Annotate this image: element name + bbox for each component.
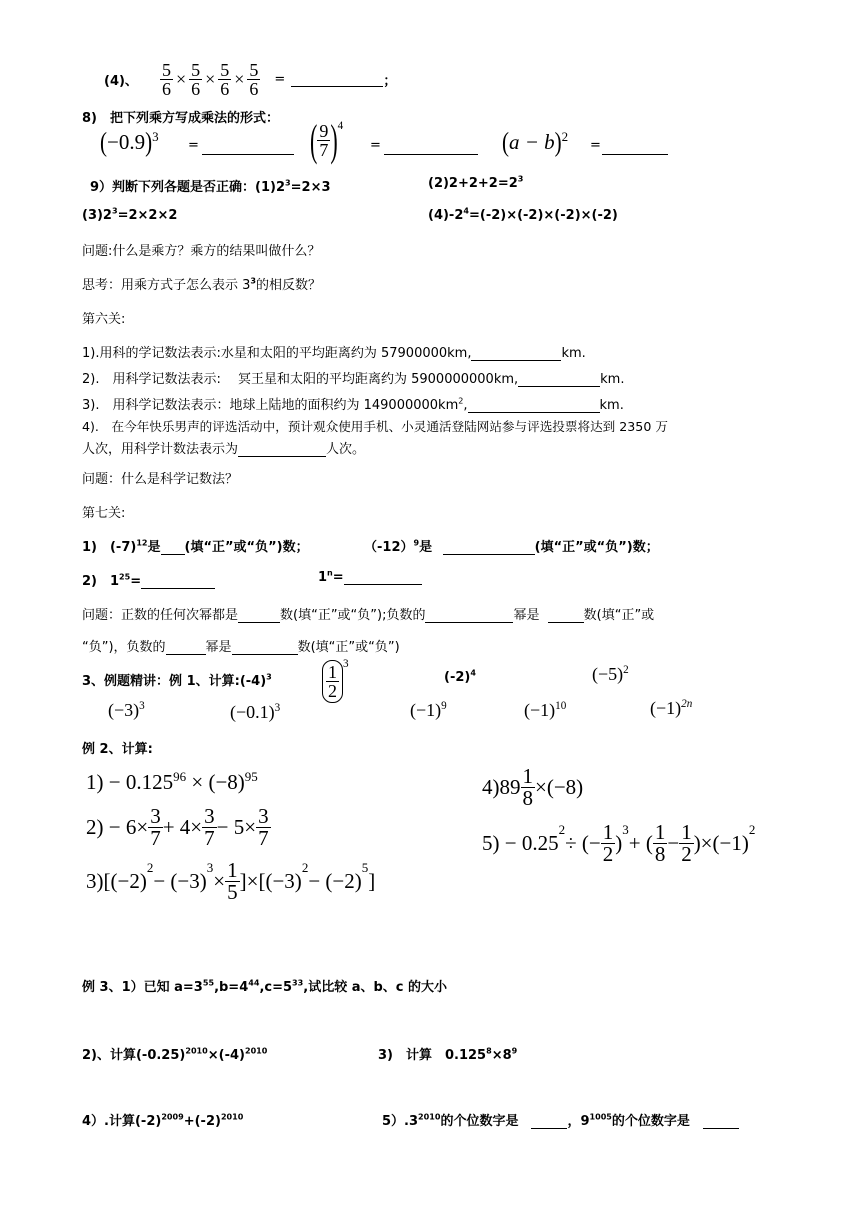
level6-item3: 3). 用科学记数法表示：地球上陆地的面积约为 $149000000km^2$, km. <box>82 396 624 413</box>
answer-blank[interactable] <box>425 608 513 623</box>
answer-blank[interactable] <box>238 608 280 623</box>
q9-item2: $(2)2+2+2=2^3$ <box>428 174 524 191</box>
level7-question-line1: 问题：正数的任何次幂都是 数(填“正”或“负”);负数的 幂是 数(填“正”或 <box>82 608 655 623</box>
level7-title: 第七关: <box>82 506 126 521</box>
example1-neg3: $(-3)^3$ <box>108 700 145 720</box>
fraction-product: $\frac{5}{6}$ × $\frac{5}{6}$ × $\frac{5}{6}$ × $\frac{5}{6}$ <box>161 59 259 99</box>
q9-item4: $(4)-2^4=(-2)\times(-2)\times(-2)\times(-2)$ <box>428 206 618 223</box>
answer-blank[interactable] <box>232 640 298 655</box>
answer-blank[interactable] <box>531 1114 567 1129</box>
level7-line1a: 1) $(-7)^{12}$是 (填“正”或“负”)数； <box>82 538 309 555</box>
example3-line1: 例 3、1）已知 $a=3^{55},b=4^{44},c=5^{33}$,试比较 a、b、c 的大小 <box>82 978 448 995</box>
answer-blank[interactable] <box>602 140 668 155</box>
example1-title: 3、例题精讲：例 1、计算$:(-4)^3$ <box>82 672 272 689</box>
example2-item2: 2) − 6× $\frac{3}{7}$ + 4× $\frac{3}{7}$ − 5× $\frac{3}{7}$ <box>86 804 269 850</box>
example2-item4: 4)89 $\frac{1}{8}$ ×(−8) <box>482 764 584 810</box>
level6-question: 问题：什么是科学记数法？ <box>82 472 239 487</box>
line-4: (4)、 $\frac{5}{6}$ × $\frac{5}{6}$ × $\frac{5}{6}$ × $\frac{5}{6}$ = ； <box>104 59 397 99</box>
answer-blank[interactable] <box>518 372 600 387</box>
level7-line2b: $1^n=$ <box>318 570 422 585</box>
level6-item1: 1).用科的学记数法表示:水星和太阳的平均距离约为 57900000km, km. <box>82 346 586 361</box>
q8-expressions: $(-0.9)^3$ = ( $\frac{9}{7}$ ) 4 = $(a - b)^2$ = <box>100 122 680 172</box>
q9-item3: $(3)2^3=2\times 2\times 2$ <box>82 206 178 223</box>
example1-half: $\frac{1}{2}$ 3 <box>322 660 349 703</box>
example1-neg1-2n: $(-1)^{2n}$ <box>650 698 693 718</box>
answer-blank[interactable] <box>202 140 294 155</box>
level7-line2a: 2) $1^{25}=$ <box>82 570 215 589</box>
level7-line1b: $(-12)^9$是 (填“正”或“负”)数； <box>364 538 659 555</box>
level7-question-line2: “负”)，负数的 幂是 数(填“正”或“负”) <box>82 640 400 655</box>
example1-neg2: $(-2)^4$ <box>444 668 476 685</box>
example1-neg01: $(-0.1)^3$ <box>230 702 281 722</box>
example3-line4: 4）.计算$(-2)^{2009}+(-2)^{2010}$ <box>82 1112 244 1129</box>
level6-item2: 2). 用科学记数法表示: 冥王星和太阳的平均距离约为 5900000000km, km. <box>82 372 625 387</box>
example2-item3: 3)[(−2) 2 − (−3) 3 × $\frac{1}{5}$ ]×[(−3) 2 − (−2) 5 ] <box>86 858 376 904</box>
example3-line2: 2)、计算$(-0.25)^{2010}\times(-4)^{2010}$ <box>82 1046 268 1063</box>
level6-item4-line1: 4). 在今年快乐男声的评选活动中，预计观众使用手机、小灵通活登陆网站参与评选投票将达到 2350 万 <box>82 419 668 434</box>
example2-title: 例 2、计算: <box>82 742 153 757</box>
level6-title: 第六关: <box>82 312 126 327</box>
question-power: 问题:什么是乘方？乘方的结果叫做什么？ <box>82 244 321 259</box>
q9-line1: 9）判断下列各题是否正确：$(1)2^3=2\times 3$ <box>90 178 331 195</box>
example2-item5: 5) − 0.25 2 ÷ (− $\frac{1}{2}$ ) 3 + ( $\frac{1}{8}$ − $\frac{1}{2}$ )×(−1) 2 <box>482 820 756 866</box>
answer-blank[interactable] <box>703 1114 739 1129</box>
example3-line5: $5).3^{2010}$的个位数字是 ，$9^{1005}$的个位数字是 <box>382 1110 739 1129</box>
line-4-label: (4)、 <box>104 73 138 89</box>
example1-neg1-10: $(-1)^{10}$ <box>524 700 567 720</box>
example3-line3: 3) 计算 $0.125^8\times 8^9$ <box>378 1046 518 1063</box>
q8-title: 8) 把下列乘方写成乘法的形式： <box>82 111 279 126</box>
answer-blank[interactable] <box>291 72 383 87</box>
answer-blank[interactable] <box>141 574 215 589</box>
answer-blank[interactable] <box>161 540 185 555</box>
answer-blank[interactable] <box>344 570 422 585</box>
answer-blank[interactable] <box>468 398 600 413</box>
answer-blank[interactable] <box>384 140 478 155</box>
example2-item1: $1) - 0.125^{96} \times (-8)^{95}$ <box>86 769 258 794</box>
answer-blank[interactable] <box>548 608 584 623</box>
answer-blank[interactable] <box>471 346 561 361</box>
answer-blank[interactable] <box>443 540 535 555</box>
answer-blank[interactable] <box>238 442 326 457</box>
answer-blank[interactable] <box>166 640 206 655</box>
level6-item4-line2: 人次，用科学计数法表示为 人次。 <box>82 442 366 457</box>
example1-neg5: $(-5)^2$ <box>592 664 629 684</box>
think-line: 思考：用乘方式子怎么表示 $3^3$的相反数？ <box>82 276 322 293</box>
example1-neg1-9: $(-1)^9$ <box>410 700 447 720</box>
